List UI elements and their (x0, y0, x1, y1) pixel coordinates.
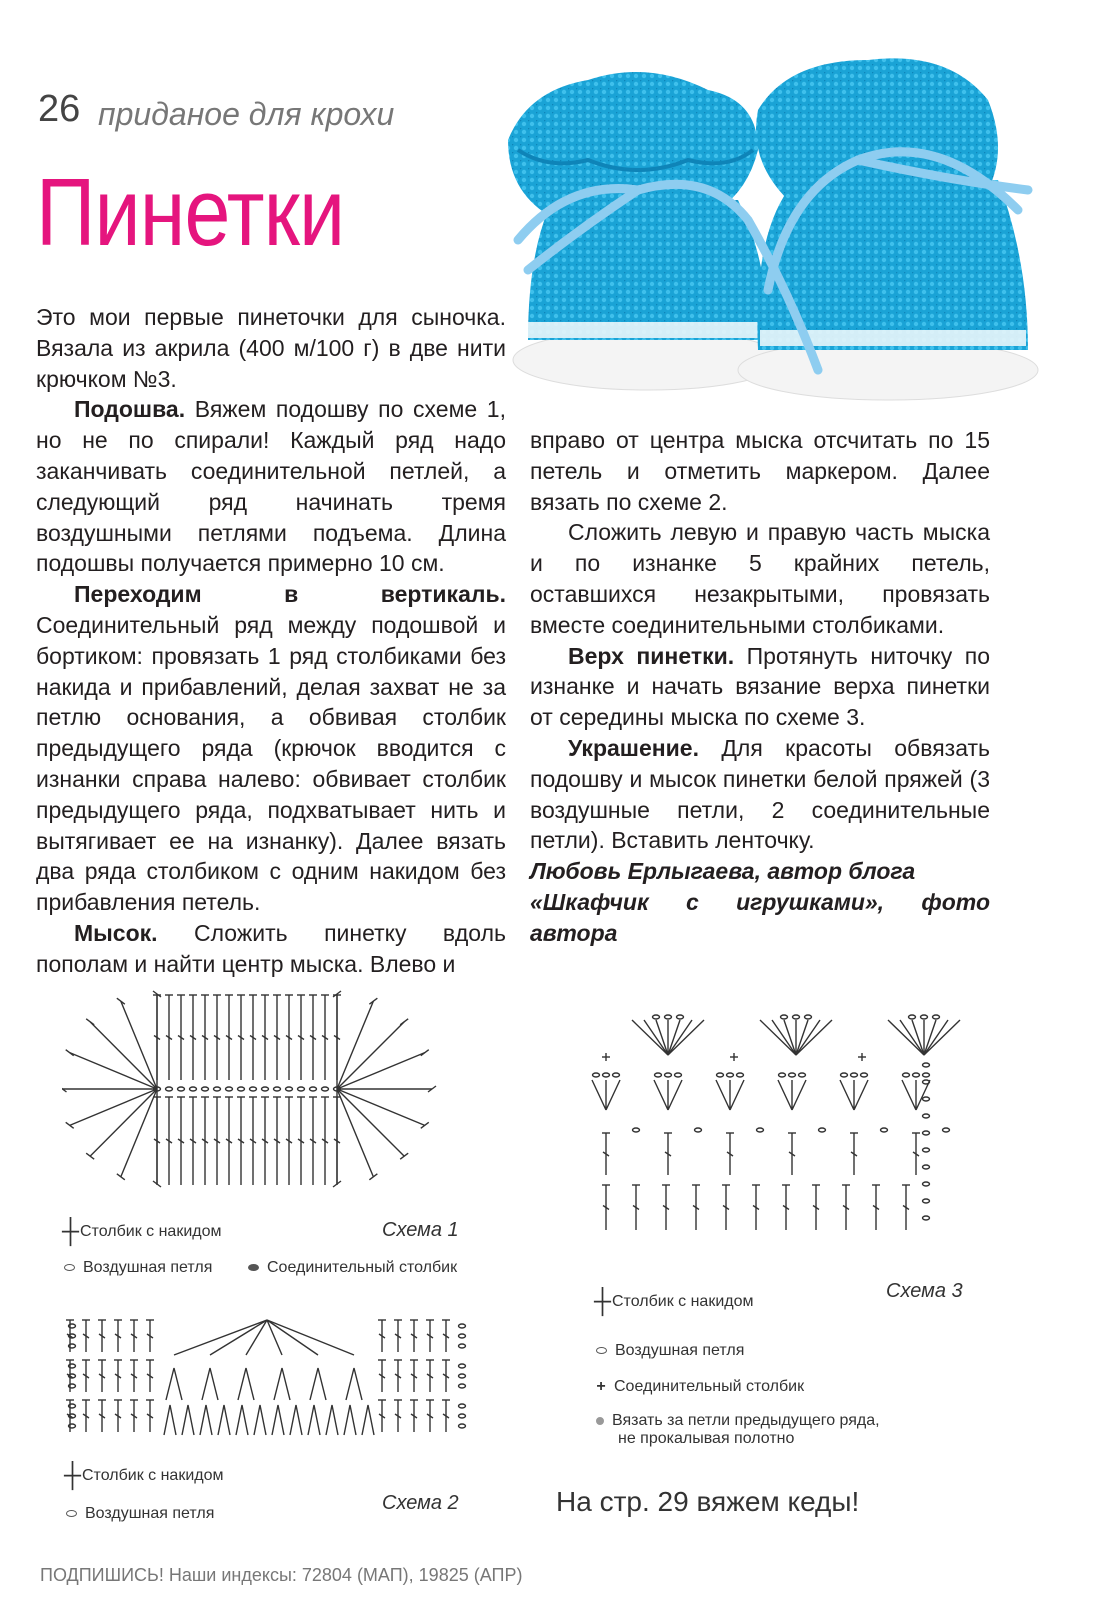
sole-heading: Подошва. (74, 396, 186, 423)
legend-prev-label-1: Вязать за петли предыдущего ряда, (612, 1412, 880, 1429)
scheme3-diagram (578, 1005, 978, 1245)
scheme1-legend-ch (64, 1259, 212, 1277)
scheme2-diagram (62, 1310, 472, 1445)
next-page-teaser: На стр. 29 вяжем кеды! (556, 1486, 860, 1517)
scheme2-legend-dc (64, 1462, 223, 1490)
scheme1-legend-sl (248, 1259, 457, 1277)
author-credit: Любовь Ерлыгаева, автор блога (530, 858, 916, 885)
intro-paragraph: Это мои первые пинеточки для сыночка. Вязала из акрила (400 м/100 г) в две нити крючком №3. (36, 304, 506, 392)
decor-heading: Украшение. (568, 734, 699, 761)
scheme2-caption: Схема 2 (382, 1492, 459, 1514)
toe-text: Сложить пинетку вдоль пополам и найти центр мыска. Влево и (36, 919, 506, 977)
chain-symbol (64, 1264, 75, 1271)
vertical-text: Соединительный ряд между подошвой и бортиком: провязать 1 ряд столбиками без накида и прибавлений, делая захват не за петлю основания, а обвивая столбик предыдущего ряда (крючок вводится с изнанки справа налево: обвивает столбик предыдущего ряда, подхватывает нить и вытягивает ее на изнанку). Далее вязать два ряда столбиком с одним накидом без прибавления петель. (36, 611, 506, 916)
left-bootie (508, 72, 783, 390)
double-crochet-symbol: ┼ (62, 1218, 80, 1245)
join-paragraph: Сложить левую и правую часть мыска и по изнанке 5 крайних петель, оставшихся незакрытыми, провязать вместе соединительными столбиками. (530, 519, 990, 638)
top-paragraph (530, 641, 990, 733)
right-column (530, 425, 990, 949)
double-crochet-symbol: ┼ (594, 1288, 612, 1315)
article-title: Пинетки (36, 159, 345, 266)
legend-sl-label: Соединительный столбик (267, 1259, 458, 1276)
decor-text: Для красоты обвязать подошву и мысок пинетки белой пряжей (3 воздушные петли, 2 соединительные петли). Вставить ленточку. (530, 734, 990, 854)
left-column (36, 302, 506, 980)
legend-prev-label-2: не прокалывая полотно (618, 1430, 795, 1447)
sole-text: Вяжем подошву по схеме 1, но не по спирали! Каждый ряд надо заканчивать соединительной петлей, а следующий ряд начинать тремя воздушными петлями подъема. Длина подошвы получается примерно 10 см. (36, 396, 506, 577)
legend-ch-label: Воздушная петля (85, 1505, 215, 1522)
scheme3-legend-sl (594, 1378, 804, 1396)
legend-dc-label: Столбик с накидом (82, 1467, 224, 1485)
toe-continuation: вправо от центра мыска отсчитать по 15 петель и отметить маркером. Далее вязать по схеме 2. (530, 427, 990, 515)
toe-paragraph (36, 918, 506, 980)
section-title: приданое для крохи (98, 96, 395, 132)
vertical-heading: Переходим в вертикаль. (74, 581, 506, 608)
top-heading: Верх пинетки. (568, 642, 735, 669)
scheme3-caption: Схема 3 (886, 1280, 963, 1302)
blog-credit: «Шкафчик с игрушками», фото автора (530, 888, 990, 946)
scheme1-legend-dc (62, 1218, 221, 1246)
prev-row-symbol (596, 1417, 604, 1425)
slip-stitch-symbol (248, 1264, 259, 1271)
toe-heading: Мысок. (74, 919, 158, 946)
scheme1-diagram (62, 985, 452, 1200)
slip-stitch-symbol: + (596, 1378, 606, 1395)
legend-ch-label: Воздушная петля (615, 1342, 745, 1359)
scheme1-caption: Схема 1 (382, 1219, 459, 1241)
booties-photo (488, 40, 1048, 420)
legend-dc-label: Столбик с накидом (80, 1223, 222, 1241)
double-crochet-symbol: ┼ (64, 1462, 82, 1489)
subscription-footer: ПОДПИШИСЬ! Наши индексы: 72804 (МАП), 19825 (АПР) (40, 1565, 523, 1585)
vertical-paragraph (36, 579, 506, 918)
decor-paragraph (530, 733, 990, 856)
scheme3-legend-dc (594, 1288, 753, 1316)
chain-symbol (596, 1347, 607, 1354)
chain-symbol (66, 1510, 77, 1517)
top-text: Протянуть ниточку по изнанке и начать вязание верха пинетки от середины мыска по схеме 3. (530, 642, 990, 731)
page-number: 26 (38, 88, 81, 130)
scheme2-legend-ch (66, 1505, 214, 1523)
legend-sl-label: Соединительный столбик (614, 1378, 805, 1395)
legend-dc-label: Столбик с накидом (612, 1293, 754, 1311)
scheme3-legend-ch (596, 1342, 744, 1360)
sole-paragraph (36, 394, 506, 579)
scheme3-legend-prev (596, 1412, 880, 1448)
legend-ch-label: Воздушная петля (83, 1259, 213, 1276)
